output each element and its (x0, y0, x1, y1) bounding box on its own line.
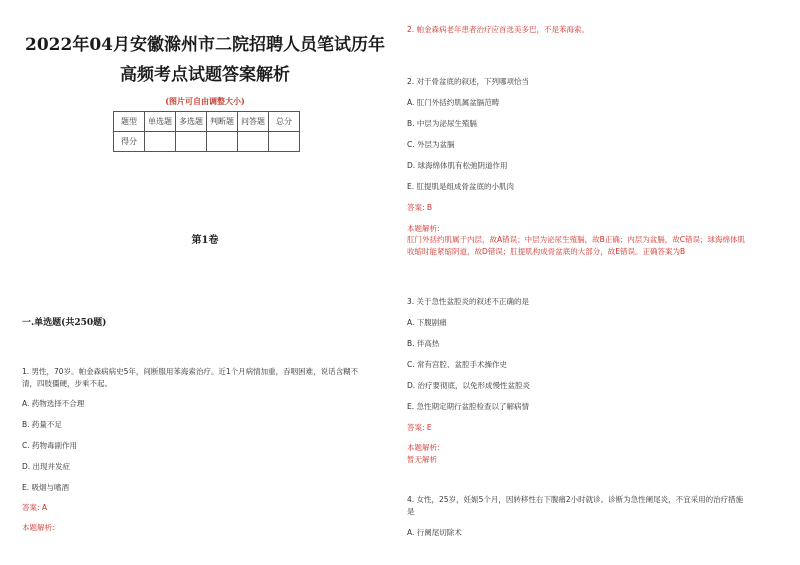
option-e: E. 肛提肌是组成骨盆底的小肌肉 (407, 182, 515, 191)
score-cell: 问答题 (238, 112, 269, 132)
option-e: E. 吸烟与嗜酒 (22, 483, 70, 492)
option-a: A. 下腹剧痛 (407, 318, 447, 327)
score-cell (269, 132, 300, 152)
option-a: A. 药物选择不合理 (22, 399, 85, 408)
question-stem: 1. 男性，70岁。帕金森病病史5年，间断服用苯海索治疗。近1个月病情加重，吞咽困难，说话含糊不 (22, 367, 359, 376)
score-cell: 题型 (114, 112, 145, 132)
option-c: C. 常有宫腔、盆腔手术操作史 (407, 360, 508, 369)
score-cell (145, 132, 176, 152)
analysis-text: 暂无解析 (407, 455, 437, 464)
score-cell: 总分 (269, 112, 300, 132)
question-stem: 4. 女性，25岁，妊娠5个月，因转移性右下腹痛2小时就诊。诊断为急性阑尾炎，不宜采用的治疗措施 (407, 495, 744, 504)
option-b: B. 药量不足 (22, 420, 62, 429)
option-c: C. 药物毒副作用 (22, 441, 78, 450)
option-d: D. 治疗要彻底，以免形成慢性盆腔炎 (407, 381, 531, 390)
analysis-text: 肛门外括约肌属于内层，故A错误；中层为泌尿生殖膈，故B正确；内层为盆膈，故C错误；球海绵体肌 (407, 235, 746, 244)
option-a: A. 肛门外括约肌属盆膈范畴 (407, 98, 500, 107)
answer: 答案: B (407, 203, 433, 212)
option-a: A. 行阑尾切除术 (407, 528, 462, 537)
score-cell (207, 132, 238, 152)
option-b: B. 伴高热 (407, 339, 440, 348)
question-stem: 3. 关于急性盆腔炎的叙述不正确的是 (407, 297, 530, 306)
score-cell: 判断题 (207, 112, 238, 132)
score-table-row (114, 132, 300, 152)
doc-title-line1: 2022年04月安徽滁州市二院招聘人员笔试历年 (25, 35, 385, 55)
analysis-label: 本题解析: (407, 443, 440, 452)
subnote: (图片可自由调整大小) (165, 96, 245, 106)
score-cell: 多选题 (176, 112, 207, 132)
analysis-text: 收缩时能紧缩阴道，故D错误；肛提肌构成骨盆底的大部分，故E错误。正确答案为B (407, 247, 686, 256)
analysis-text: 2. 帕金森病老年患者治疗应首选美多巴，不是苯海索。 (407, 25, 590, 34)
question-stem: 清，四肢僵硬，步乘不起。 (22, 379, 112, 388)
option-d: D. 出现并发症 (22, 462, 71, 471)
option-e: E. 急性期定期行盆腔检查以了解病情 (407, 402, 530, 411)
score-cell: 得分 (114, 132, 145, 152)
question-stem: 是 (407, 507, 415, 516)
answer: 答案: E (407, 423, 432, 432)
volume-heading: 第1卷 (191, 235, 219, 246)
section-heading: 一.单选题(共250题) (22, 318, 107, 328)
option-c: C. 外层为盆膈 (407, 140, 455, 149)
analysis-label: 本题解析: (407, 224, 440, 233)
option-d: D. 球海绵体肌有松弛阴道作用 (407, 161, 508, 170)
score-cell (176, 132, 207, 152)
score-table-row (114, 112, 300, 132)
option-b: B. 中层为泌尿生殖膈 (407, 119, 477, 128)
doc-title-line2: 高频考点试题答案解析 (120, 65, 290, 85)
question-stem: 2. 对于骨盆底的叙述，下列哪项恰当 (407, 77, 530, 86)
score-cell (238, 132, 269, 152)
score-cell: 单选题 (145, 112, 176, 132)
score-table (113, 111, 300, 152)
analysis-label: 本题解析: (22, 523, 55, 532)
answer: 答案: A (22, 503, 48, 512)
